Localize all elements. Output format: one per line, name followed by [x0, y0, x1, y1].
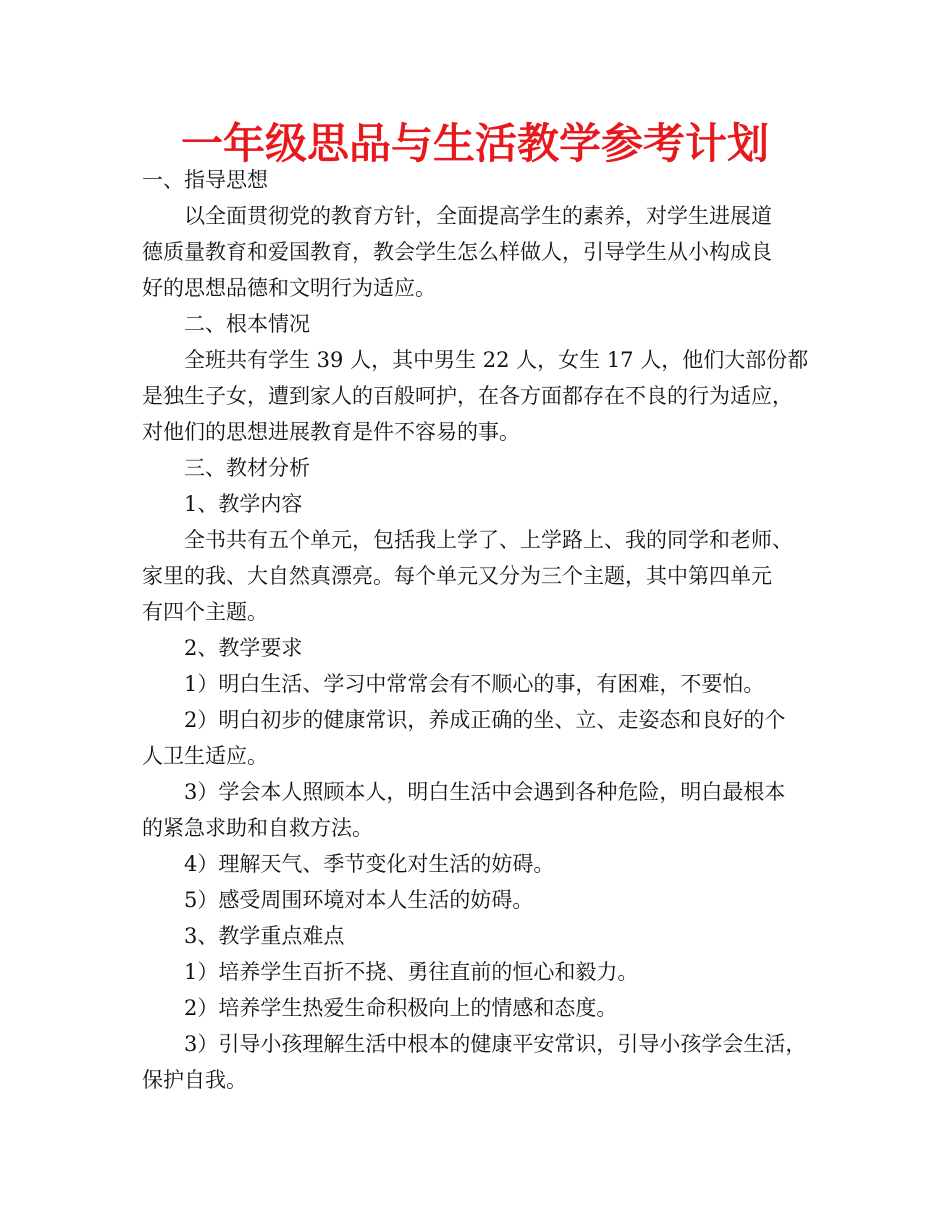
text-line: 有四个主题。 — [142, 600, 268, 624]
text-line: 全书共有五个单元，包括我上学了、上学路上、我的同学和老师、 — [184, 528, 793, 552]
text-line: 保护自我。 — [142, 1068, 247, 1092]
text-line: 3）学会本人照顾本人，明白生活中会遇到各种危险，明白最根本 — [184, 780, 786, 804]
text-line: 3、教学重点难点 — [184, 924, 345, 948]
text-line: 德质量教育和爱国教育，教会学生怎么样做人，引导学生从小构成良 — [142, 240, 772, 264]
document-body — [142, 162, 822, 1098]
text-line: 2、教学要求 — [184, 636, 303, 660]
text-line: 二、根本情况 — [184, 312, 310, 336]
text-line: 好的思想品德和文明行为适应。 — [142, 276, 436, 300]
text-line: 2）培养学生热爱生命积极向上的情感和态度。 — [184, 996, 618, 1020]
text-line: 三、教材分析 — [184, 456, 310, 480]
text-line: 5）感受周围环境对本人生活的妨碍。 — [184, 888, 534, 912]
text-line: 一、指导思想 — [142, 168, 268, 192]
text-line: 1、教学内容 — [184, 492, 303, 516]
text-line: 2）明白初步的健康常识，养成正确的坐、立、走姿态和良好的个 — [184, 708, 786, 732]
text-line: 的紧急求助和自救方法。 — [142, 816, 373, 840]
text-line: 家里的我、大自然真漂亮。每个单元又分为三个主题，其中第四单元 — [142, 564, 772, 588]
text-line: 3）引导小孩理解生活中根本的健康平安常识，引导小孩学会生活， — [184, 1032, 807, 1056]
text-line: 以全面贯彻党的教育方针，全面提高学生的素养，对学生进展道 — [184, 204, 772, 228]
text-line: 是独生子女，遭到家人的百般呵护，在各方面都存在不良的行为适应， — [142, 384, 793, 408]
text-line: 人卫生适应。 — [142, 744, 268, 768]
text-line: 1）培养学生百折不挠、勇往直前的恒心和毅力。 — [184, 960, 639, 984]
text-line: 对他们的思想进展教育是件不容易的事。 — [142, 420, 520, 444]
text-line: 全班共有学生 39 人，其中男生 22 人，女生 17 人，他们大部份都 — [184, 348, 809, 372]
text-line: 1）明白生活、学习中常常会有不顺心的事，有困难，不要怕。 — [184, 672, 765, 696]
document-title: 一年级思品与生活教学参考计划 — [180, 119, 769, 168]
text-line: 4）理解天气、季节变化对生活的妨碍。 — [184, 852, 555, 876]
